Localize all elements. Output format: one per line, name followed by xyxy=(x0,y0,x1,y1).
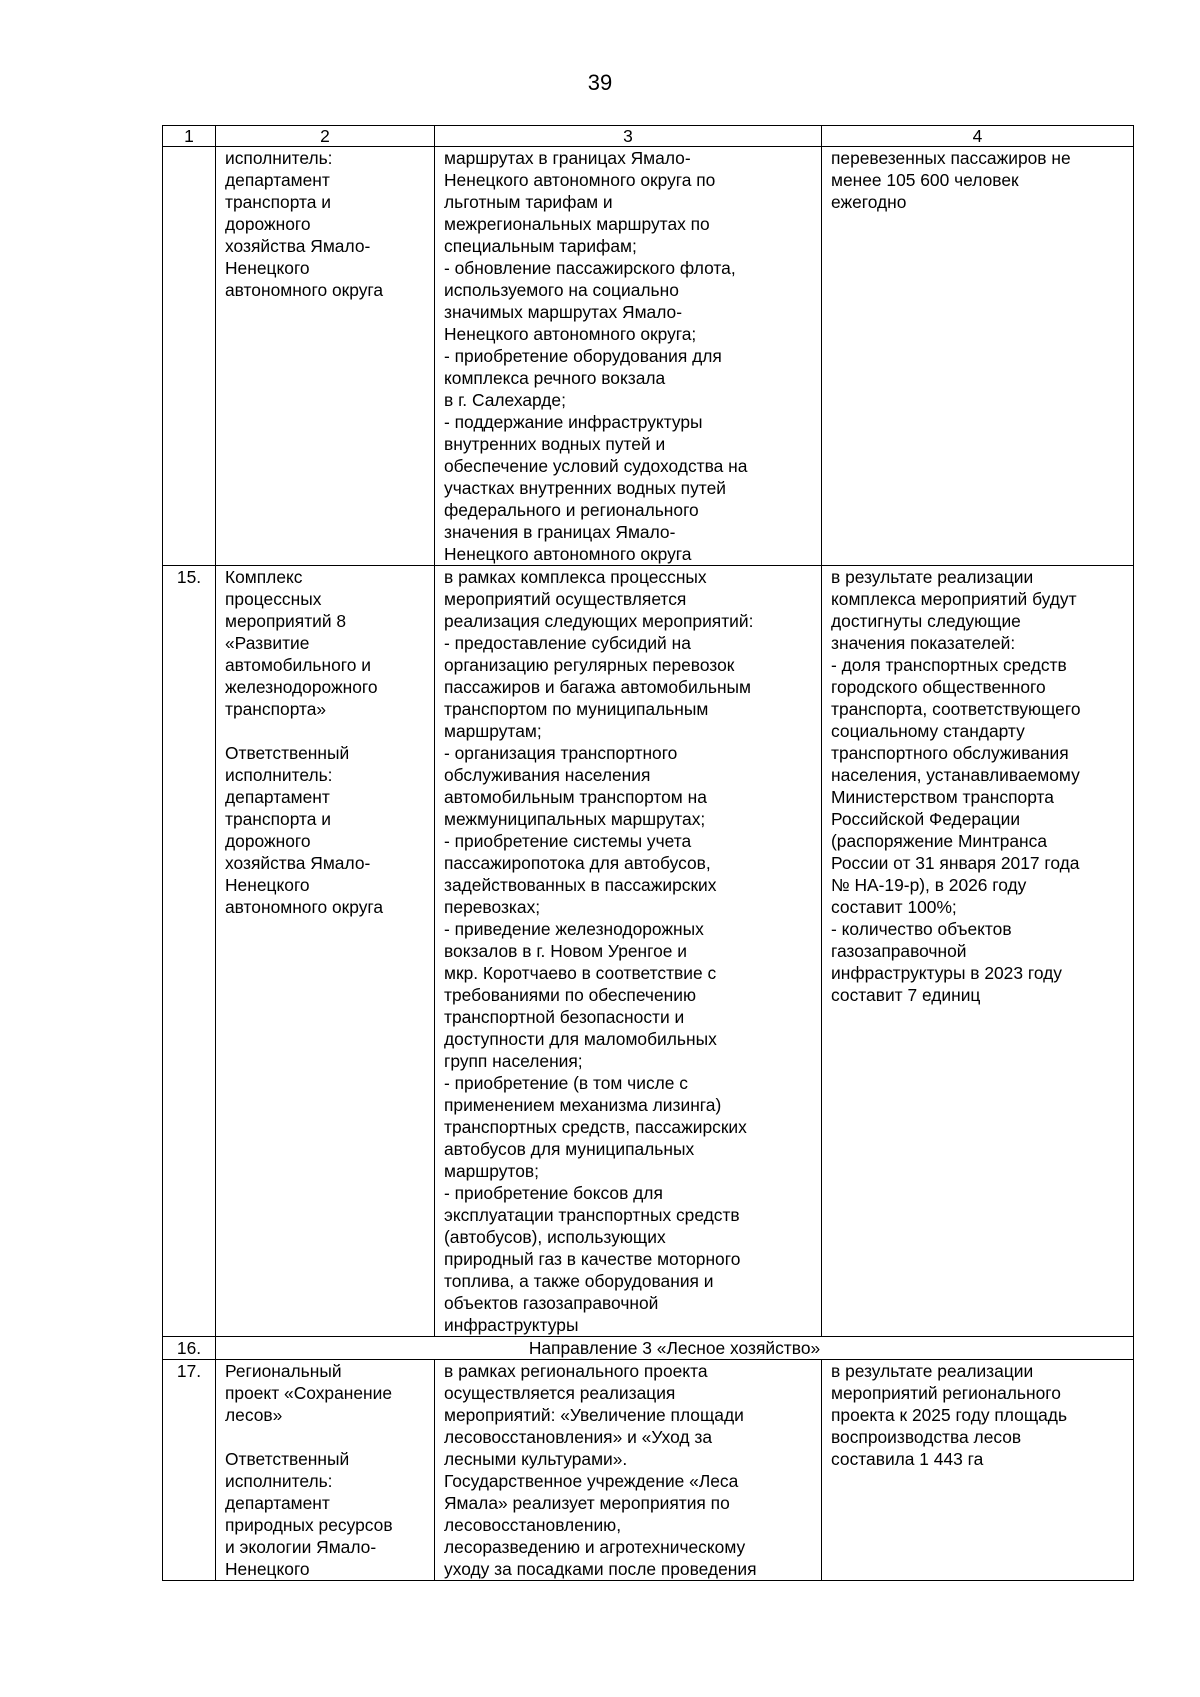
row-results-cell: в результате реализации комплекса мероприятий будут достигнуты следующие значения показателей: - доля транспортных средств городского общественного транспорта, соответствующего социальному стандарту транспортного обслуживания населения, устанавливаемому Министерством транспорта Российской Федерации (распоряжение Минтранса России от 31 января 2017 года № НА-19-р), в 2026 году составит 100%; - количество объектов газозаправочной инфраструктуры в 2023 году составит 7 единиц xyxy=(822,566,1134,1337)
row-activities-cell: в рамках комплекса процессных мероприятий осуществляется реализация следующих мероприятий: - предоставление субсидий на организацию регулярных перевозок пассажиров и багажа автомобильным транспортом по муниципальным маршрутам; - организация транспортного обслуживания населения автомобильным транспортом на межмуниципальных маршрутах; - приобретение системы учета пассажиропотока для автобусов, задействованных в пассажирских перевозках; - приведение железнодорожных вокзалов в г. Новом Уренгое и мкр. Коротчаево в соответствие с требованиями по обеспечению транспортной безопасности и доступности для маломобильных групп населения; - приобретение (в том числе с применением механизма лизинга) транспортных средств, пассажирских автобусов для муниципальных маршрутов; - приобретение боксов для эксплуатации транспортных средств (автобусов), использующих природный газ в качестве моторного топлива, а также оборудования и объектов газозаправочной инфраструктуры xyxy=(435,566,822,1337)
column-header-3: 3 xyxy=(435,126,822,147)
row-project-cell: исполнитель: департамент транспорта и дорожного хозяйства Ямало- Ненецкого автономного округа xyxy=(216,147,435,566)
table-row xyxy=(163,566,1134,1337)
section-title: Направление 3 «Лесное хозяйство» xyxy=(216,1337,1134,1360)
row-activities-cell: в рамках регионального проекта осуществляется реализация мероприятий: «Увеличение площади лесовосстановления» и «Уход за лесными культурами». Государственное учреждение «Леса Ямала» реализует мероприятия по лесовосстановлению, лесоразведению и агротехническому уходу за посадками после проведения xyxy=(435,1360,822,1581)
page-number: 39 xyxy=(587,70,613,95)
row-project-cell: Комплекс процессных мероприятий 8 «Развитие автомобильного и железнодорожного транспорта» Ответственный исполнитель: департамент транспорта и дорожного хозяйства Ямало- Ненецкого автономного округа xyxy=(216,566,435,1337)
column-header-4: 4 xyxy=(822,126,1134,147)
table-row xyxy=(163,147,1134,566)
row-number: 16. xyxy=(163,1337,216,1360)
row-number: 15. xyxy=(163,566,216,1337)
row-results-cell: в результате реализации мероприятий регионального проекта к 2025 году площадь воспроизводства лесов составила 1 443 га xyxy=(822,1360,1134,1581)
column-header-1: 1 xyxy=(163,126,216,147)
row-project-cell: Региональный проект «Сохранение лесов» Ответственный исполнитель: департамент природных ресурсов и экологии Ямало- Ненецкого xyxy=(216,1360,435,1581)
row-results-cell: перевезенных пассажиров не менее 105 600 человек ежегодно xyxy=(822,147,1134,566)
column-header-2: 2 xyxy=(216,126,435,147)
document-table xyxy=(162,125,1134,1581)
row-number: 17. xyxy=(163,1360,216,1581)
section-row xyxy=(163,1337,1134,1360)
table-header-row xyxy=(163,126,1134,147)
table-row xyxy=(163,1360,1134,1581)
row-activities-cell: маршрутах в границах Ямало- Ненецкого автономного округа по льготным тарифам и межрегиональных маршрутах по специальным тарифам; - обновление пассажирского флота, используемого на социально значимых маршрутах Ямало- Ненецкого автономного округа; - приобретение оборудования для комплекса речного вокзала в г. Салехарде; - поддержание инфраструктуры внутренних водных путей и обеспечение условий судоходства на участках внутренних водных путей федерального и регионального значения в границах Ямало- Ненецкого автономного округа xyxy=(435,147,822,566)
row-number xyxy=(163,147,216,566)
